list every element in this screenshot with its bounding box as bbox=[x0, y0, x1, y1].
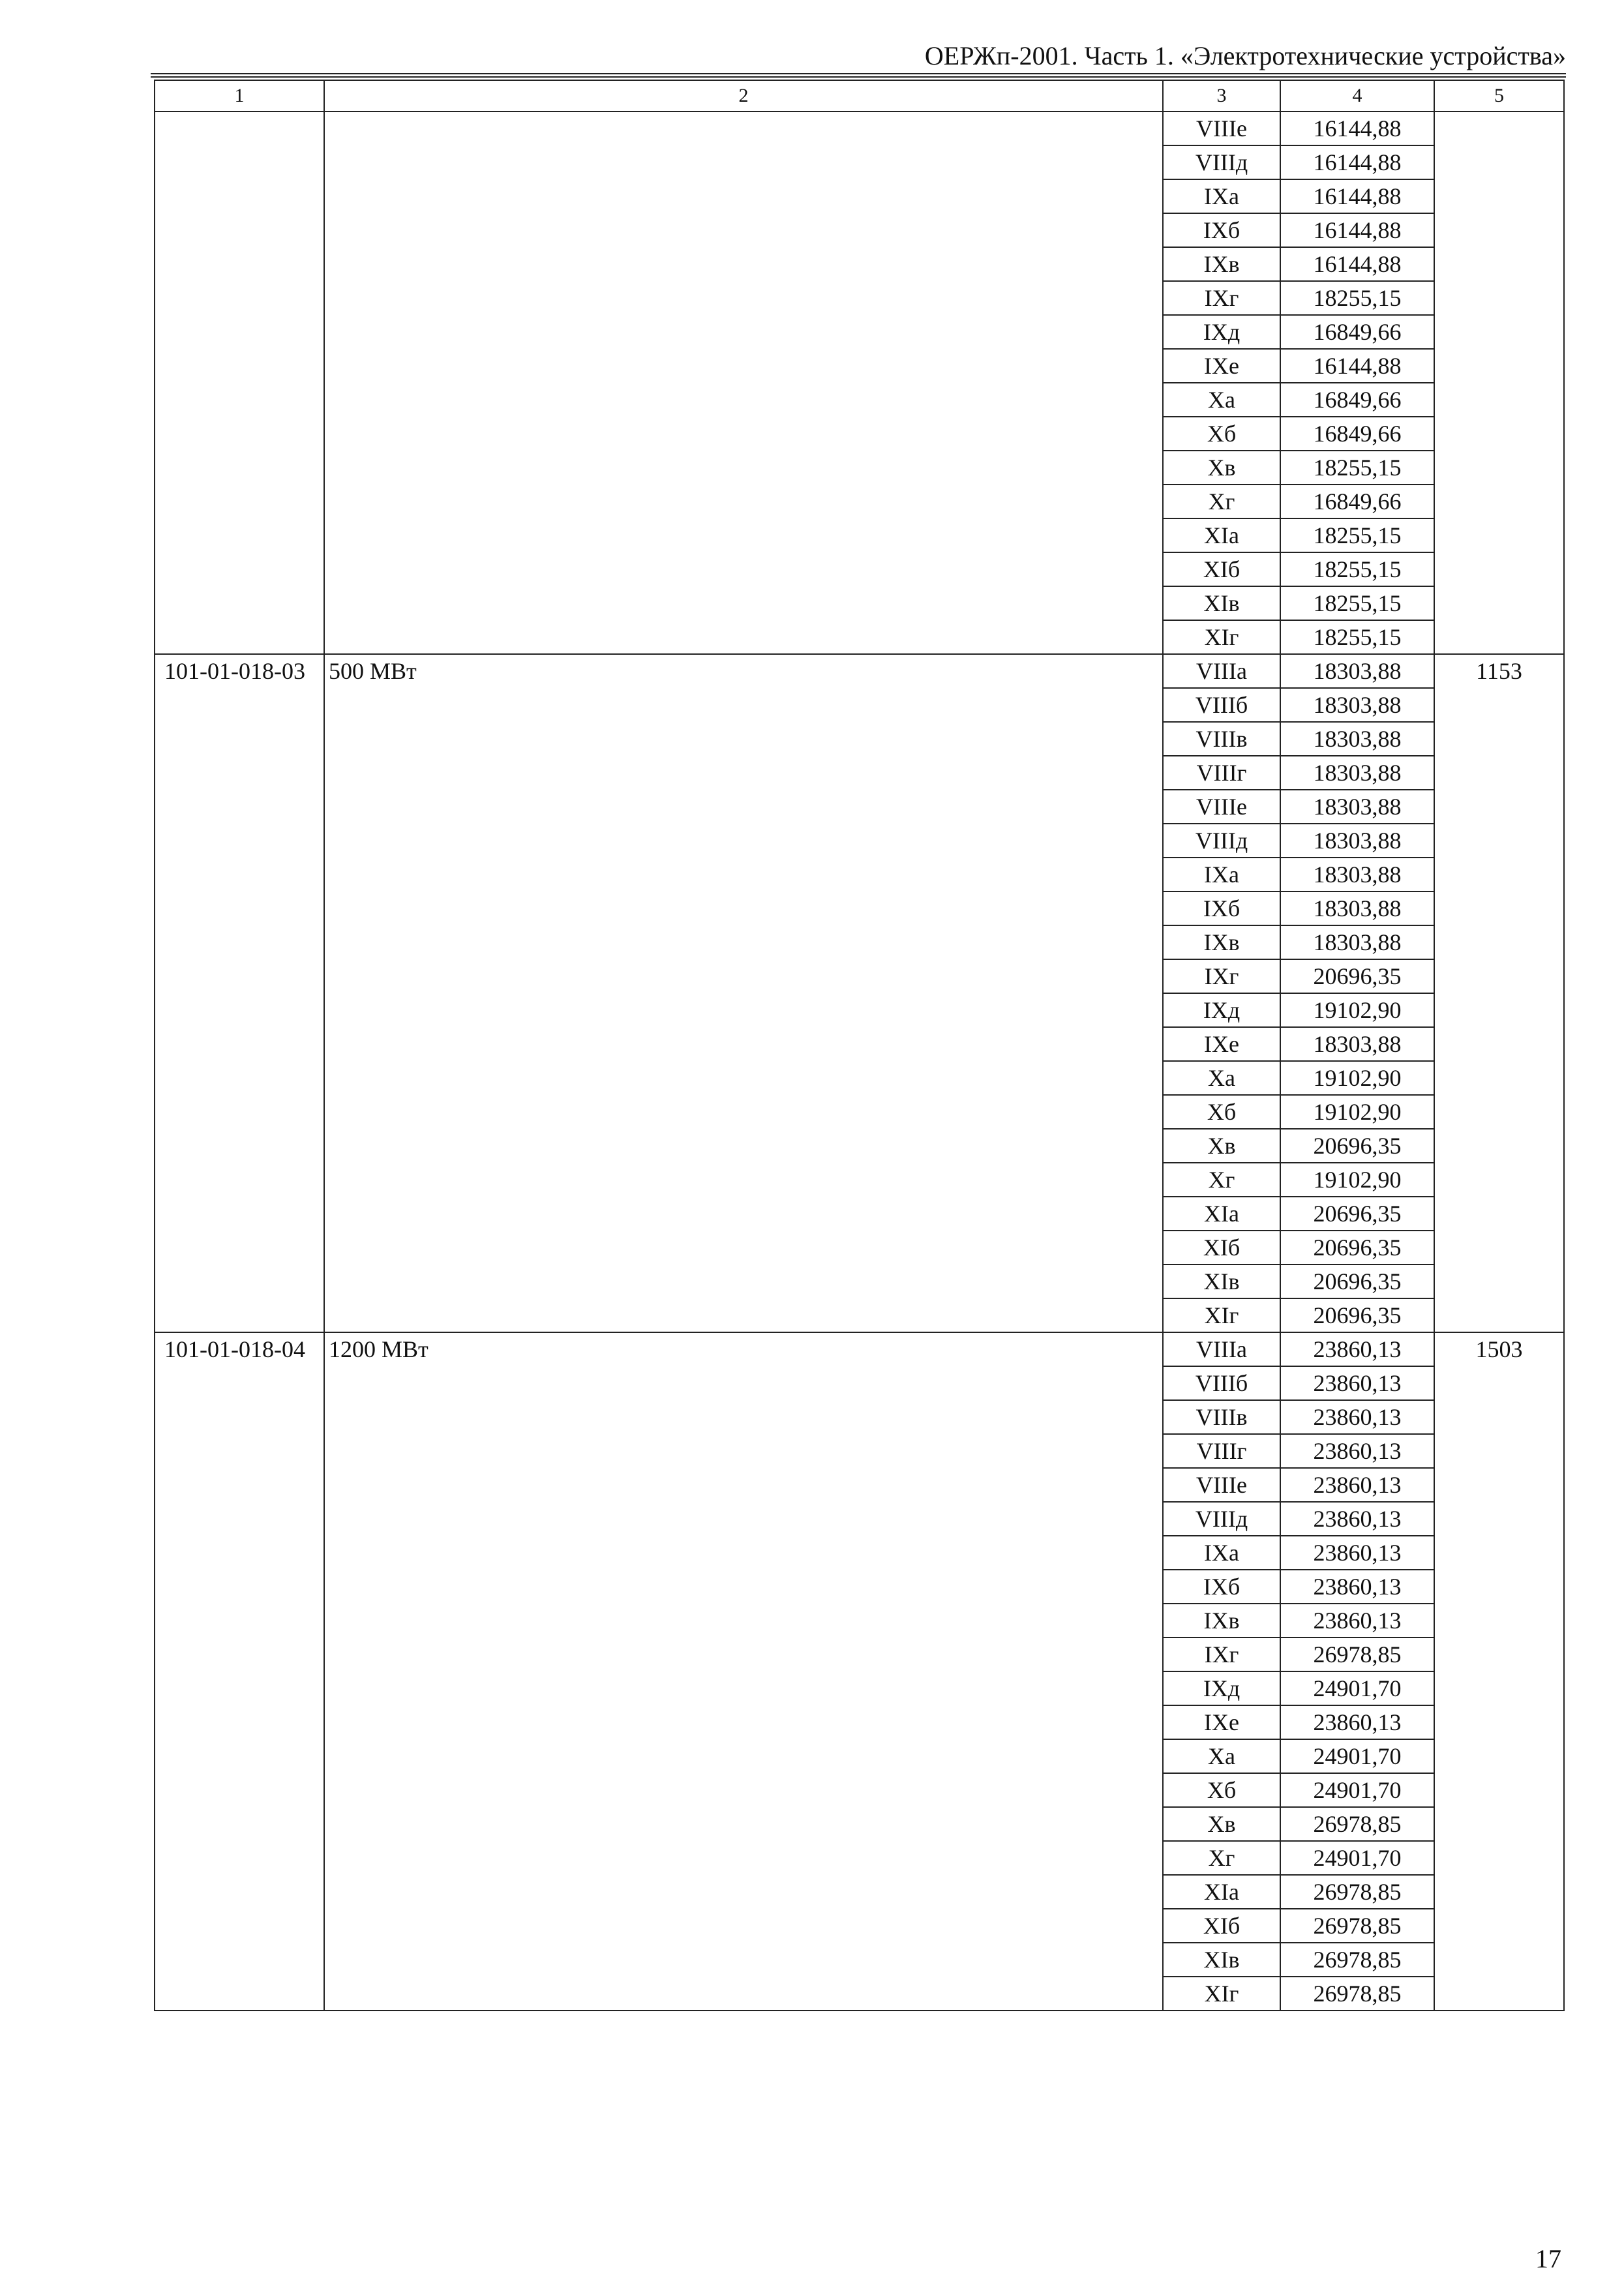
price-value: 20696,35 bbox=[1280, 1264, 1434, 1298]
price-value: 26978,85 bbox=[1280, 1943, 1434, 1977]
region-code: IXв bbox=[1163, 1604, 1280, 1638]
region-code: VIIIа bbox=[1163, 654, 1280, 688]
region-code: VIIIа bbox=[1163, 1332, 1280, 1366]
price-value: 18303,88 bbox=[1280, 858, 1434, 891]
price-value: 16849,66 bbox=[1280, 485, 1434, 518]
price-value: 19102,90 bbox=[1280, 1061, 1434, 1095]
region-code: IXа bbox=[1163, 179, 1280, 213]
region-code: IXг bbox=[1163, 1638, 1280, 1671]
column-header-2: 2 bbox=[324, 80, 1163, 112]
price-value: 18303,88 bbox=[1280, 824, 1434, 858]
price-table bbox=[154, 80, 1565, 2011]
region-code: IXг bbox=[1163, 959, 1280, 993]
region-code: IXе bbox=[1163, 349, 1280, 383]
price-value: 18255,15 bbox=[1280, 451, 1434, 485]
region-code: Xа bbox=[1163, 383, 1280, 417]
item-count bbox=[1434, 112, 1564, 654]
page-header: ОЕРЖп-2001. Часть 1. «Электротехнические устройства» bbox=[924, 41, 1566, 70]
region-code: IXд bbox=[1163, 315, 1280, 349]
column-header-5: 5 bbox=[1434, 80, 1564, 112]
price-value: 16144,88 bbox=[1280, 213, 1434, 247]
price-value: 26978,85 bbox=[1280, 1638, 1434, 1671]
region-code: Xв bbox=[1163, 1129, 1280, 1163]
region-code: XIб bbox=[1163, 552, 1280, 586]
price-value: 18303,88 bbox=[1280, 688, 1434, 722]
price-value: 26978,85 bbox=[1280, 1909, 1434, 1943]
price-value: 18303,88 bbox=[1280, 790, 1434, 824]
region-code: Xб bbox=[1163, 1095, 1280, 1129]
price-value: 16144,88 bbox=[1280, 179, 1434, 213]
price-value: 26978,85 bbox=[1280, 1875, 1434, 1909]
region-code: IXе bbox=[1163, 1027, 1280, 1061]
price-value: 23860,13 bbox=[1280, 1468, 1434, 1502]
region-code: IXб bbox=[1163, 1570, 1280, 1604]
page-number: 17 bbox=[1535, 2244, 1561, 2273]
price-value: 16144,88 bbox=[1280, 247, 1434, 281]
region-code: Xб bbox=[1163, 417, 1280, 451]
region-code: XIг bbox=[1163, 1977, 1280, 2011]
table-body bbox=[155, 112, 1564, 2011]
region-code: IXв bbox=[1163, 925, 1280, 959]
region-code: VIIIв bbox=[1163, 722, 1280, 756]
region-code: IXд bbox=[1163, 993, 1280, 1027]
price-value: 16144,88 bbox=[1280, 112, 1434, 145]
region-code: Xа bbox=[1163, 1739, 1280, 1773]
column-header-1: 1 bbox=[155, 80, 324, 112]
price-value: 23860,13 bbox=[1280, 1332, 1434, 1366]
region-code: XIб bbox=[1163, 1909, 1280, 1943]
region-code: XIв bbox=[1163, 586, 1280, 620]
region-code: IXг bbox=[1163, 281, 1280, 315]
price-value: 18255,15 bbox=[1280, 586, 1434, 620]
price-value: 26978,85 bbox=[1280, 1807, 1434, 1841]
item-name bbox=[324, 112, 1163, 654]
table-row bbox=[155, 1332, 1564, 1366]
price-value: 18255,15 bbox=[1280, 620, 1434, 654]
region-code: XIв bbox=[1163, 1943, 1280, 1977]
table-row bbox=[155, 654, 1564, 688]
region-code: XIа bbox=[1163, 518, 1280, 552]
region-code: Xа bbox=[1163, 1061, 1280, 1095]
price-value: 24901,70 bbox=[1280, 1739, 1434, 1773]
region-code: VIIIв bbox=[1163, 1400, 1280, 1434]
region-code: Xв bbox=[1163, 1807, 1280, 1841]
region-code: IXа bbox=[1163, 858, 1280, 891]
region-code: VIIIе bbox=[1163, 790, 1280, 824]
price-value: 18303,88 bbox=[1280, 925, 1434, 959]
price-value: 23860,13 bbox=[1280, 1502, 1434, 1536]
price-value: 18303,88 bbox=[1280, 722, 1434, 756]
region-code: VIIIг bbox=[1163, 756, 1280, 790]
region-code: XIг bbox=[1163, 1298, 1280, 1332]
price-value: 18303,88 bbox=[1280, 654, 1434, 688]
item-code: 101-01-018-03 bbox=[155, 654, 324, 1332]
price-value: 18255,15 bbox=[1280, 552, 1434, 586]
region-code: IXе bbox=[1163, 1705, 1280, 1739]
price-value: 18255,15 bbox=[1280, 281, 1434, 315]
price-value: 18303,88 bbox=[1280, 891, 1434, 925]
region-code: VIIIд bbox=[1163, 1502, 1280, 1536]
item-count: 1503 bbox=[1434, 1332, 1564, 2011]
region-code: Xг bbox=[1163, 485, 1280, 518]
price-value: 16849,66 bbox=[1280, 417, 1434, 451]
price-value: 19102,90 bbox=[1280, 1095, 1434, 1129]
price-value: 23860,13 bbox=[1280, 1434, 1434, 1468]
region-code: IXб bbox=[1163, 213, 1280, 247]
item-name: 1200 МВт bbox=[324, 1332, 1163, 2011]
region-code: VIIIб bbox=[1163, 688, 1280, 722]
region-code: IXд bbox=[1163, 1671, 1280, 1705]
region-code: XIб bbox=[1163, 1231, 1280, 1264]
column-header-3: 3 bbox=[1163, 80, 1280, 112]
region-code: VIIIб bbox=[1163, 1366, 1280, 1400]
region-code: Xв bbox=[1163, 451, 1280, 485]
price-value: 23860,13 bbox=[1280, 1366, 1434, 1400]
price-value: 16144,88 bbox=[1280, 145, 1434, 179]
item-count: 1153 bbox=[1434, 654, 1564, 1332]
header-rule bbox=[151, 73, 1566, 78]
item-code: 101-01-018-04 bbox=[155, 1332, 324, 2011]
region-code: XIа bbox=[1163, 1197, 1280, 1231]
price-value: 20696,35 bbox=[1280, 1197, 1434, 1231]
region-code: VIIIг bbox=[1163, 1434, 1280, 1468]
price-value: 20696,35 bbox=[1280, 1298, 1434, 1332]
region-code: Xг bbox=[1163, 1841, 1280, 1875]
price-value: 24901,70 bbox=[1280, 1841, 1434, 1875]
price-value: 18303,88 bbox=[1280, 1027, 1434, 1061]
price-value: 19102,90 bbox=[1280, 1163, 1434, 1197]
price-value: 26978,85 bbox=[1280, 1977, 1434, 2011]
table-row bbox=[155, 112, 1564, 145]
price-value: 19102,90 bbox=[1280, 993, 1434, 1027]
price-value: 16849,66 bbox=[1280, 315, 1434, 349]
region-code: VIIIе bbox=[1163, 1468, 1280, 1502]
price-value: 20696,35 bbox=[1280, 1231, 1434, 1264]
price-value: 18255,15 bbox=[1280, 518, 1434, 552]
price-value: 18303,88 bbox=[1280, 756, 1434, 790]
column-number-row bbox=[155, 80, 1564, 112]
price-value: 24901,70 bbox=[1280, 1671, 1434, 1705]
column-header-4: 4 bbox=[1280, 80, 1434, 112]
price-value: 16144,88 bbox=[1280, 349, 1434, 383]
region-code: XIг bbox=[1163, 620, 1280, 654]
region-code: IXб bbox=[1163, 891, 1280, 925]
region-code: IXв bbox=[1163, 247, 1280, 281]
region-code: VIIIд bbox=[1163, 145, 1280, 179]
price-value: 16849,66 bbox=[1280, 383, 1434, 417]
region-code: XIа bbox=[1163, 1875, 1280, 1909]
price-value: 24901,70 bbox=[1280, 1773, 1434, 1807]
price-value: 23860,13 bbox=[1280, 1705, 1434, 1739]
price-value: 23860,13 bbox=[1280, 1604, 1434, 1638]
region-code: VIIIд bbox=[1163, 824, 1280, 858]
region-code: XIв bbox=[1163, 1264, 1280, 1298]
price-value: 20696,35 bbox=[1280, 1129, 1434, 1163]
item-code bbox=[155, 112, 324, 654]
price-value: 20696,35 bbox=[1280, 959, 1434, 993]
price-value: 23860,13 bbox=[1280, 1536, 1434, 1570]
price-value: 23860,13 bbox=[1280, 1400, 1434, 1434]
price-value: 23860,13 bbox=[1280, 1570, 1434, 1604]
region-code: Xб bbox=[1163, 1773, 1280, 1807]
region-code: Xг bbox=[1163, 1163, 1280, 1197]
region-code: IXа bbox=[1163, 1536, 1280, 1570]
region-code: VIIIе bbox=[1163, 112, 1280, 145]
item-name: 500 МВт bbox=[324, 654, 1163, 1332]
